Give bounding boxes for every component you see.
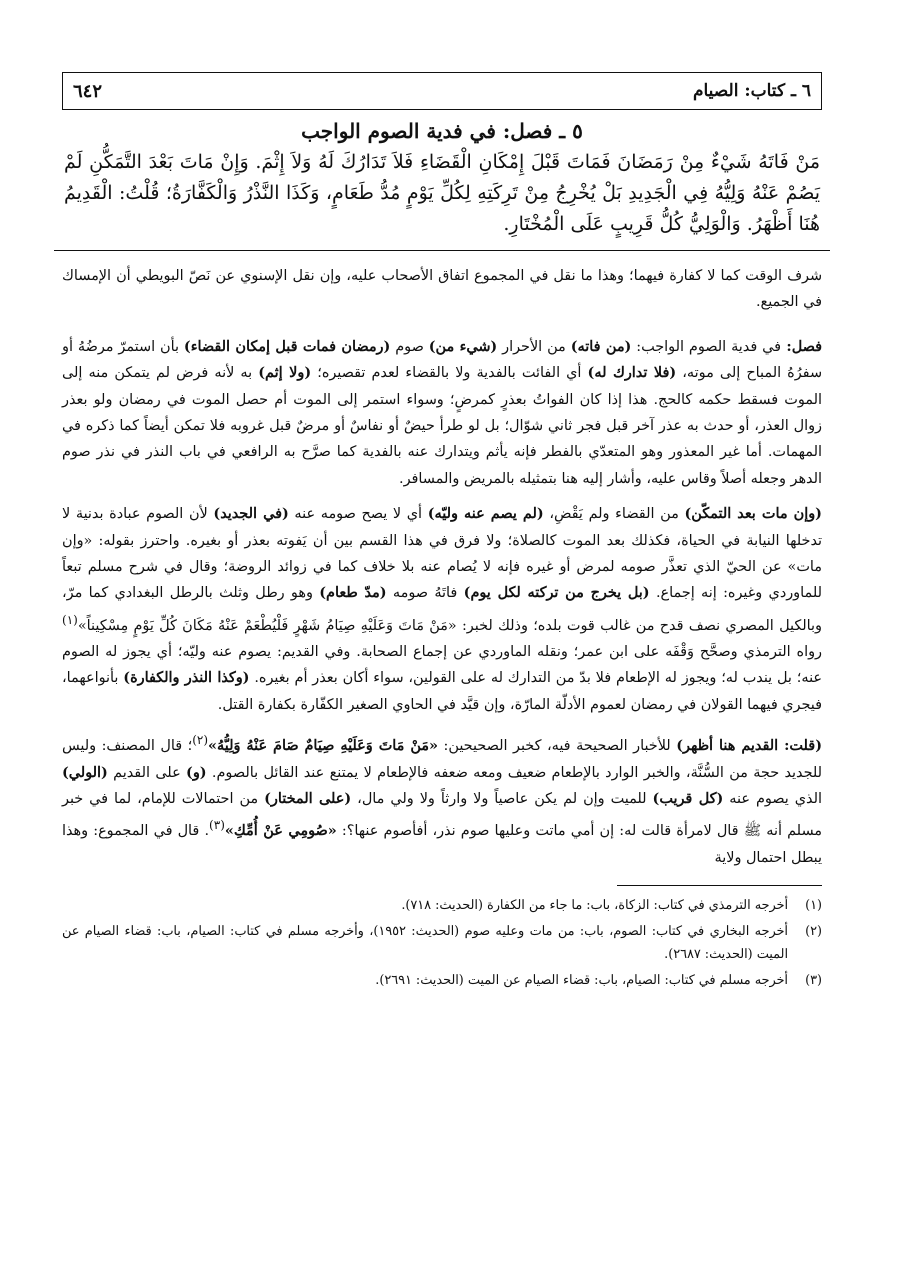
commentary-text: صوم <box>390 338 429 355</box>
commentary-paragraph-2 <box>62 334 822 492</box>
commentary-text: أي الفائت بالفدية ولا بالقضاء لعدم تقصيره؛ <box>311 365 588 382</box>
footnote <box>62 894 822 917</box>
matn-quote: (بل يخرج من تركته لكل يوم) <box>463 584 650 602</box>
footnote-number: (٢) <box>805 923 822 939</box>
commentary-text: رواه الترمذي وصحَّح وَقْفَه على ابن عمر؛ ونقله الماوردي عن إجماع الصحابة. وفي القديم: يصوم عنه وليّه؛ أي يجوز له الصوم عنه؛ بل يندب له؛ ويجوز له الإطعام فلا بدّ من التدارك له على القولين، سواء أكان بعذر أم بغيره. <box>62 644 823 687</box>
commentary <box>62 263 822 871</box>
hadith-quote: «مَنْ مَاتَ وَعَلَيْهِ صِيَامُ شَهْرٍ فَلْيُطْعَمْ عَنْهُ مَكَانَ كُلِّ يَوْمٍ مِسْكِيناً» <box>77 617 457 634</box>
fasl-label: فصل: <box>781 337 822 355</box>
commentary-text: بأنواعهما، فيجري فيهما القولان في رمضان لعموم الأدلّة المارّة، وإن قيَّد في الحاوي الصغير الكفّارة بكفارة القتل. <box>62 670 822 713</box>
footnote <box>62 920 822 966</box>
footnote-number: (١) <box>805 897 822 913</box>
commentary-text: للأخبار الصحيحة فيه، كخبر الصحيحين: <box>437 738 677 755</box>
footnote-number: (٣) <box>805 972 822 988</box>
commentary-text: من احتمالات للإمام، لما في خبر مسلم أنه ﷺ قال لامرأة قالت له: إن أمي ماتت وعليها صوم نذر، أفأصوم عنها؟: <box>62 790 822 840</box>
commentary-text: به لأنه فرض لم يتمكن منه إلى الموت فسقط حكمه كالحج. هذا إذا كان الفواتُ بعذرٍ كمرضٍ؛ وسواء استمر إلى الموت أم حصل الموت في رمضان ولو بعذر زوال العذر، أو حدث به عذر آخر قبل فجر ثاني شوّال؛ بل لو طرأ حيضٌ أو نفاسٌ أو مرضٌ قبل غروبه فلا تمكن أيضاً كما ذكره في المهمات. أما غير المعذور وهو المتعدّي بالفطر فإنه يأثم ويتدارك عنه بالفدية كما صرَّح به الرافعي في باب النذر في نذر صوم الدهر وجعله أصلاً وقاس عليه، وأشار إليه هنا بتمثيله بالمريض والمسافر. <box>62 365 822 487</box>
commentary-text: الذي يصوم عنه <box>723 790 822 807</box>
matn-divider <box>54 250 830 251</box>
matn-quote: (رمضان فمات قبل إمكان القضاء) <box>183 337 391 355</box>
commentary-text: بأن استمرّ مرضُهُ أو سفرُهُ المباح إلى موته، <box>62 338 822 382</box>
commentary-paragraph-4 <box>62 727 822 871</box>
commentary-text: ؛ قال المصنف: وليس للجديد حجة من السُّنَّة، والخبر الوارد بالإطعام ضعيف ومعه ضعفه فالإطعام لا يمتنع عند القائل بالصوم. <box>62 738 823 781</box>
hadith-quote: «صُومِي عَنْ أُمِّكِ» <box>224 822 337 840</box>
book-page <box>62 72 822 995</box>
matn-quote: (على المختار) <box>264 789 352 807</box>
commentary-text: فاتَهُ صومه <box>386 585 464 602</box>
matn-quote: (شيء من) <box>428 337 498 355</box>
matn-quote: (و) <box>186 763 207 781</box>
commentary-paragraph-3 <box>62 501 822 718</box>
matn-quote: (فلا تدارك له) <box>587 364 677 382</box>
running-header <box>62 72 822 110</box>
matn-quote: (من فاته) <box>570 337 632 355</box>
footnote-text: أخرجه البخاري في كتاب: الصوم، باب: من مات وعليه صوم (الحديث: ١٩٥٢)، وأخرجه مسلم في كتاب: الصيام، باب: قضاء الصيام عن الميت (الحديث: ٢٦٨٧). <box>62 923 788 962</box>
matn-quote: (في الجديد) <box>213 505 289 523</box>
footnote-ref[interactable]: (١) <box>62 612 78 627</box>
page-number: ٦٤٢ <box>73 80 103 102</box>
matn-quote: (كل قريب) <box>652 789 724 807</box>
footnote <box>62 969 822 992</box>
matn-quote: (قلت: القديم هنا أظهر) <box>676 737 822 755</box>
commentary-text: لأن الصوم عبادة بدنية لا تدخلها النيابة في الحياة، فكذلك بعد الموت كالصلاة؛ ولا فرق في هذا القسم بين أن يَفوته بعذر أو بغيره. واحترز بقوله: «وإن مات» عن الحيّ الذي تعذَّر صومه لمرض أو غيره فإنه لا يُصام عنه بلا خلاف كما في زوائد الروضة؛ وقال في شرح مسلم تبعاً للماوردي وغيره: إنه إجماع. <box>62 506 822 602</box>
footnote-divider <box>617 885 822 886</box>
hadith-quote: «مَنْ مَاتَ وَعَلَيْهِ صِيَامٌ صَامَ عَنْهُ وَلِيُّهُ» <box>208 737 438 755</box>
footnote-text: أخرجه الترمذي في كتاب: الزكاة، باب: ما جاء من الكفارة (الحديث: ٧١٨). <box>401 897 788 913</box>
matn-quote: (الولي) <box>62 763 108 781</box>
matn-quote: (ولا إثم) <box>258 364 312 382</box>
matn-quote: (مدّ طعام) <box>319 584 387 602</box>
commentary-text: على القديم <box>107 764 187 781</box>
commentary-text: للميت وإن لم يكن عاصياً ولا وارثاً ولا ولي مال، <box>351 790 653 807</box>
footnote-ref[interactable]: (٢) <box>192 733 209 748</box>
matn-text: مَنْ فَاتَهُ شَيْءٌ مِنْ رَمَضَانَ فَمَاتَ قَبْلَ إِمْكَانِ الْقَضَاءِ فَلاَ تَدَارُكَ لَهُ وَلاَ إِثْمَ. وَإِنْ مَاتَ بَعْدَ التَّمَكُّنِ لَمْ يَصُمْ عَنْهُ وَلِيُّهُ فِي الْجَدِيدِ بَلْ يُخْرِجُ مِنْ تَرِكَتِهِ لِكُلِّ يَوْمٍ مُدُّ طَعَامٍ، وَكَذَا النَّذْرُ وَالْكَفَّارَةُ؛ قُلْتُ: الْقَدِيمُ هُنَا أَظْهَرُ. وَالْوَلِيُّ كُلُّ قَرِيبٍ عَلَى الْمُخْتَارِ. <box>64 151 820 235</box>
matn-quote: (وكذا النذر والكفارة) <box>123 669 250 687</box>
commentary-text: أي لا يصح صومه عنه <box>288 506 428 523</box>
fasl-heading: في فدية الصوم الواجب: <box>631 338 782 355</box>
commentary-text: من القضاء ولم يَقْضِ، <box>543 506 685 523</box>
chapter-title: ٦ ـ كتاب: الصيام <box>692 81 811 101</box>
footnote-text: أخرجه مسلم في كتاب: الصيام، باب: قضاء الصيام عن الميت (الحديث: ٢٦٩١). <box>375 972 788 988</box>
footnote-ref[interactable]: (٣) <box>209 818 225 833</box>
section-title: ٥ ـ فصل: في فدية الصوم الواجب <box>301 119 583 143</box>
commentary-text: وهو رطل وثلث بالرطل البغدادي كما مرّ، وبالكيل المصري نصف قدح من غالب قوت بلده؛ وذلك لخبر: <box>62 585 822 634</box>
commentary-text: . قال في المجموع: وهذا يبطل احتمال ولاية <box>62 823 822 866</box>
matn-quote: (لم يصم عنه وليّه) <box>427 505 544 523</box>
commentary-text: من الأحرار <box>497 338 571 355</box>
matn-quote: (وإن مات بعد التمكّن) <box>684 505 822 523</box>
footnotes <box>62 894 822 992</box>
commentary-paragraph-1: شرف الوقت كما لا كفارة فيهما؛ وهذا ما نقل في المجموع اتفاق الأصحاب عليه، وإن نقل الإسنوي عن نَصّ البويطي أن الإمساك في الجميع. <box>62 268 822 311</box>
